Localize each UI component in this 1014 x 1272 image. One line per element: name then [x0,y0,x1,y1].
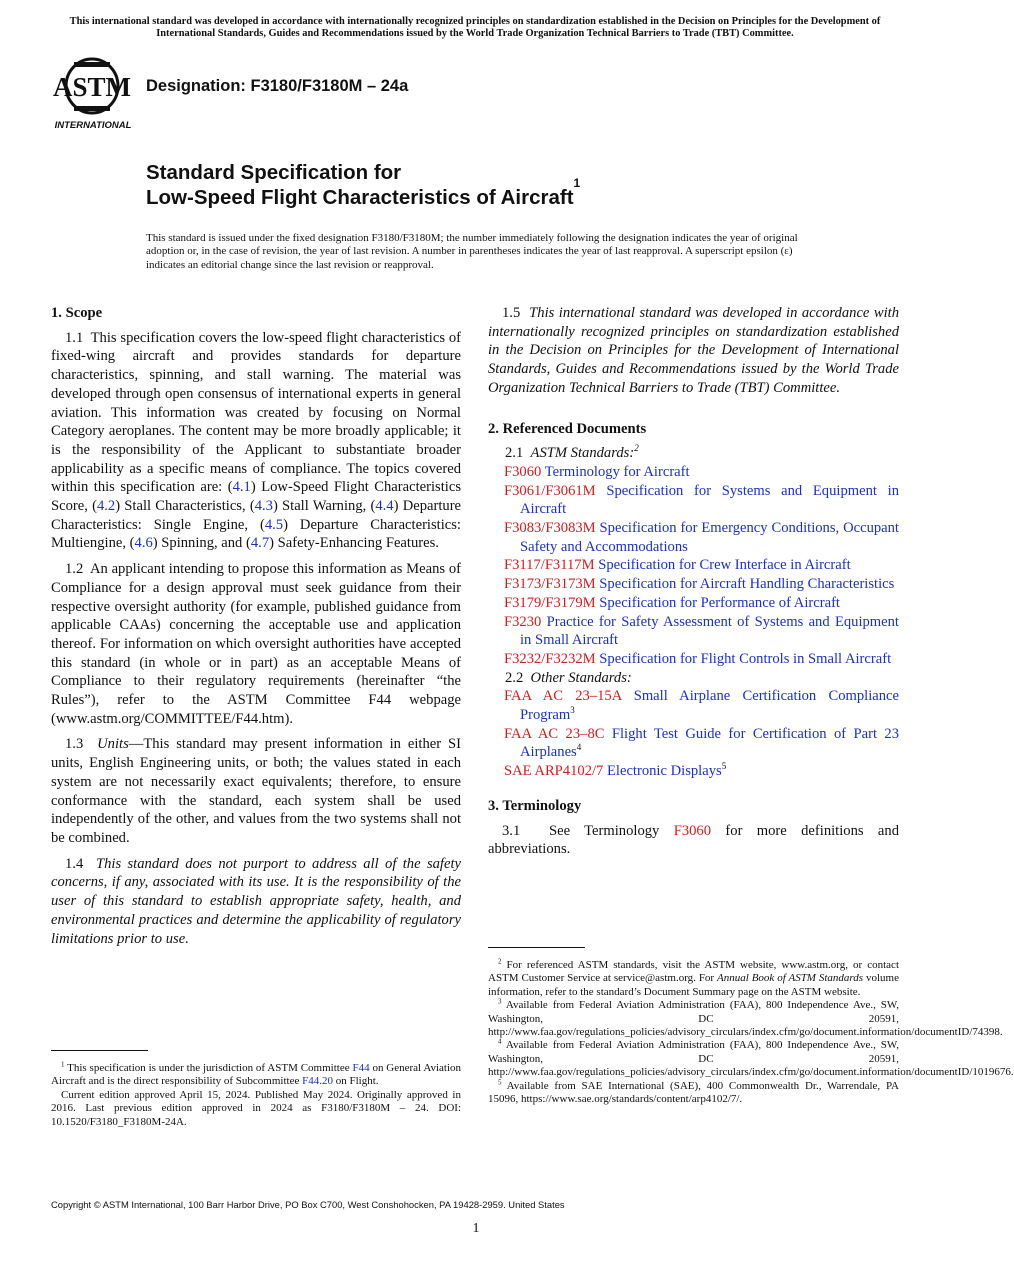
section-link-4-7[interactable]: 4.7 [250,535,270,552]
scope-para-1-5: 1.5 This international standard was developed in accordance with internationally recognized principles on standardization established in the Decision on Principles for the Development of International Standards, Guides and Recommendations issued by the World Trade Organization Technical Barriers to Trade (TBT) Committee. [488,305,899,396]
reference-item [488,687,899,724]
link-f44[interactable]: F44 [352,1062,370,1074]
reference-code[interactable]: SAE ARP4102/7 [504,763,604,780]
reference-code[interactable]: F3179/F3179M [504,594,596,611]
reference-code[interactable]: FAA AC 23–8C [504,725,605,742]
reference-title[interactable]: Terminology for Aircraft [544,463,690,480]
reference-code[interactable]: F3061/F3061M [504,482,596,499]
footnote-mark[interactable]: 5 [721,761,727,772]
other-reference-list [488,687,899,781]
footnote-mark[interactable]: 3 [570,705,575,716]
page-number: 1 [472,1221,480,1236]
footnote-1: $^1$ This specification is under the jurisdiction of ASTM Committee F44 on General Aviation Aircraft and is the direct responsibility of Subcommittee F44.20 on Flight. [51,1060,462,1088]
title-line-1: Standard Specification for [146,161,402,184]
title-footnote-mark[interactable]: 1 [573,176,581,190]
logo-subtext: INTERNATIONAL [54,120,132,131]
topic-label: Stall Warning, [282,498,367,515]
topic-label: Spinning, and [161,535,243,552]
logo-text: ASTM [52,72,132,102]
reference-item [488,556,899,575]
footnote-5: $^5$ Available from SAE International (SAE), 400 Commonwealth Dr., Warrendale, PA 15096, https://www.sae.org/standards/content/arp4102/7/. [488,1078,899,1106]
right-column [488,304,899,866]
reference-item [488,594,899,613]
footnote-1-edition: Current edition approved April 15, 2024. Published May 2024. Originally approved in 2016. Last previous edition approved in 2024 as F3180/F3180M – 24. DOI: 10.1520/F3180_F3180M-24A. [51,1088,461,1128]
reference-item [488,463,899,482]
reference-title[interactable]: Specification for Crew Interface in Aircraft [598,557,851,574]
terminology-para-3-1: 3.1 See Terminology F3060 for more definitions and abbreviations. [488,822,899,858]
reference-title[interactable]: Specification for Performance of Aircraft [599,594,840,611]
reference-title[interactable]: Flight Test Guide for Certification of Part 23 Airplanes [520,725,899,761]
topic-label: Low-Speed Flight Characteristics Score, [51,479,461,515]
link-f44-20[interactable]: F44.20 [302,1075,333,1088]
document-title [146,160,580,210]
issued-note: This standard is issued under the fixed designation F3180/F3180M; the number immediately following the designation indicates the year of original adoption or, in the case of revision, the year of last revision. A number in parentheses indicates the year of last reapproval. A superscript epsilon (ε) indicates an editorial change since the last revision or reapproval. [146,232,798,271]
footnotes-left [51,1062,461,1129]
reference-code[interactable]: F3083/F3083M [504,520,596,537]
section-link-4-3[interactable]: 4.3 [254,498,273,515]
section-link-4-2[interactable]: 4.2 [96,498,116,515]
footnote-2: $^2$ For referenced ASTM standards, visit the ASTM website, www.astm.org, or contact ASTM Customer Service at service@astm.org. For Annual Book of ASTM Standards volume information, refer to the standard’s Document Summary page on the ASTM website. [488,957,899,998]
topic-label: Safety-Enhancing Features. [277,535,439,552]
scope-para-1-3: 1.3 Units—This standard may present information in either SI units, English Engineering units, or both; the values stated in each system are not necessarily exact equivalents; therefore, to ensure conformance with the standard, each system shall be used independently of the other, and values from the two systems shall not be combined. [51,736,462,846]
astm-standards-subheading: 2.1 ASTM Standards:$^2$ [505,443,639,462]
reference-item [488,482,899,519]
topic-label: Departure Characteristics: Single Engine, [51,498,462,533]
astm-logo [52,56,136,132]
footnote-mark[interactable]: 4 [576,742,582,753]
footnote-rule-right [488,947,585,948]
footnotes-right [488,957,1014,1106]
ref-link-f3060[interactable]: F3060 [673,822,712,839]
reference-code[interactable]: F3230 [504,613,542,630]
footnote-4: $^4$ Available from Federal Aviation Administration (FAA), 800 Independence Ave., SW, Washington, DC 20591, http://www.faa.gov/regulations_policies/advisory_circulars/index.cfm/go/document.information/documentID/1019676. [488,1037,1014,1079]
scope-para-1-1: 1.1 This specification covers the low-speed flight characteristics of fixed-wing aircraft and provides standards for departure characteristics, spinning, and stall warning. The material was developed through open consensus of international experts in general aviation. This information was created by focusing on Normal Category aeroplanes. The content may be more broadly applicable; it is the responsibility of the Applicant to substantiate broader applicability as a specific means of compliance. The topics covered within this specification are: (4.1) Low-Speed Flight Characteristics Score, (4.2) Stall Characteristics, (4.3) Stall Warning, (4.4) Departure Characteristics: Single Engine, (4.5) Departure Characteristics: Multiengine, (4.6) Spinning, and (4.7) Safety-Enhancing Features. [51,329,462,552]
section-link-4-4[interactable]: 4.4 [375,498,394,515]
left-column [51,304,461,955]
title-line-2: Low-Speed Flight Characteristics of Aircraft [146,186,574,209]
reference-title[interactable]: Electronic Displays [607,763,722,780]
reference-code[interactable]: F3232/F3232M [504,650,596,667]
reference-title[interactable]: Specification for Aircraft Handling Characteristics [599,576,895,593]
reference-code[interactable]: F3173/F3173M [504,576,596,593]
section-link-4-5[interactable]: 4.5 [264,516,284,533]
reference-title[interactable]: Small Airplane Certification Compliance Program [520,688,899,724]
terminology-heading: 3. Terminology [488,797,582,814]
scope-para-1-4: 1.4 This standard does not purport to address all of the safety concerns, if any, associated with its use. It is the responsibility of the user of this standard to establish appropriate safety, health, and environmental practices and determine the applicability of regulatory limitations prior to use. [51,855,461,947]
topic-label: Departure Characteristics: Multiengine, [51,516,461,552]
section-link-4-6[interactable]: 4.6 [134,535,153,552]
footnote-rule-left [51,1050,148,1051]
reference-item [488,762,899,781]
topic-label: Stall Characteristics, [124,498,246,515]
astm-logo-icon [52,56,136,132]
footnote-3: $^3$ Available from Federal Aviation Administration (FAA), 800 Independence Ave., SW, Washington, DC 20591, http://www.faa.gov/regulations_policies/advisory_circulars/index.cfm/go/document.information/documentID/74398. [488,997,1003,1039]
reference-title[interactable]: Specification for Systems and Equipment in Aircraft [520,482,899,518]
reference-item [488,650,899,669]
reference-code[interactable]: F3117/F3117M [504,557,595,574]
scope-para-1-2: 1.2 An applicant intending to propose this information as Means of Compliance for a design approval must seek guidance from their respective oversight authority (for example, published guidance from applicable CAAs) concerning the acceptable use and application thereof. For information on which oversight authorities have accepted this standard (in whole or in part) as an acceptable Means of Compliance to their regulatory requirements (hereinafter “the Rules”), refer to the ASTM Committee F44 webpage (www.astm.org/COMMITTEE/F44.htm). [51,561,461,727]
reference-item [488,725,899,762]
reference-code[interactable]: FAA AC 23–15A [504,688,622,705]
reference-item [488,519,899,556]
reference-item [488,613,899,650]
scope-heading: 1. Scope [51,305,103,321]
reference-code[interactable]: F3060 [504,463,542,480]
copyright-line: Copyright © ASTM International, 100 Barr Harbor Drive, PO Box C700, West Conshohocken, PA 19428-2959. United States [51,1199,565,1210]
reference-title[interactable]: Specification for Flight Controls in Small Aircraft [599,650,892,667]
other-standards-subheading: 2.2 Other Standards: [505,669,632,686]
designation: Designation: F3180/F3180M – 24a [146,77,409,95]
reference-title[interactable]: Specification for Emergency Conditions, Occupant Safety and Accommodations [520,520,899,555]
referenced-heading: 2. Referenced Documents [488,420,647,437]
section-link-4-1[interactable]: 4.1 [232,479,251,496]
reference-title[interactable]: Practice for Safety Assessment of Systems and Equipment in Small Aircraft [520,613,899,649]
top-notice: This international standard was developed in accordance with internationally recognized principles on standardization established in the Decision on Principles for the Development of International Standards, Guides and Recommendations issued by the World Trade Organization Technical Barriers to Trade (TBT) Committee. [69,16,881,39]
reference-item [488,575,899,594]
astm-reference-list [488,463,899,669]
